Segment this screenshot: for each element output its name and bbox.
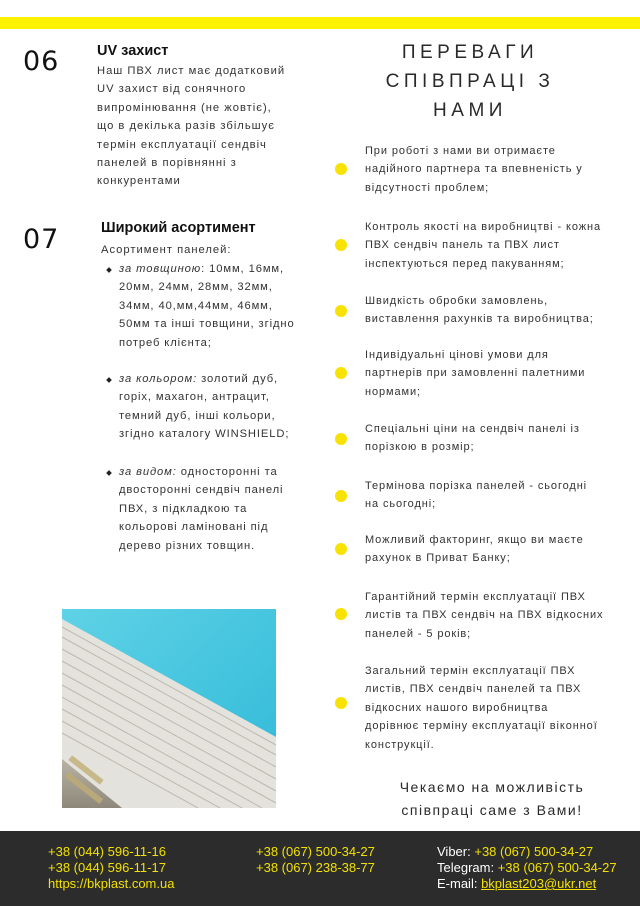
- bullet-icon: [106, 377, 112, 383]
- advantage-line: на сьогодні;: [365, 498, 437, 511]
- footer-col-2: [256, 844, 375, 876]
- bullet-text: золотий дуб,: [197, 373, 279, 385]
- viber-label: Viber:: [437, 844, 471, 859]
- advantage-item: [365, 662, 635, 754]
- advantage-line: Гарантійний термін експлуатації ПВХ: [365, 591, 586, 603]
- advantage-line: При роботі з нами ви отримаєте: [365, 145, 556, 157]
- footer-col-1: [48, 844, 174, 892]
- bullet-thickness: [119, 260, 295, 352]
- advantage-line: партнерів при замовленні палетними: [365, 367, 586, 380]
- bullet-label: за кольором:: [119, 373, 198, 385]
- panels-photo: [62, 609, 276, 808]
- section-number-06: 06: [23, 46, 60, 77]
- advantage-line: Індивідуальні цінові умови для: [365, 349, 549, 361]
- phone-number[interactable]: +38 (067) 238-38-77: [256, 860, 375, 875]
- advantage-line: Спеціальні ціни на сендвіч панелі із: [365, 423, 580, 435]
- heading-line: СПІВПРАЦІ З: [385, 71, 555, 92]
- advantage-item: [365, 292, 635, 329]
- advantage-line: панелей - 5 років;: [365, 627, 472, 640]
- advantage-line: дорівнює терміну експлуатації віконної: [365, 720, 598, 733]
- bullet-icon: [106, 267, 112, 273]
- uv-line: що в декілька разів збільшує: [97, 120, 275, 133]
- footer-col-3: [437, 844, 617, 892]
- bullet-line: 50мм та інші товщини, згідно: [119, 318, 295, 331]
- bullet-dot-icon: [335, 239, 347, 251]
- closing-line: Чекаємо на можливість: [399, 779, 585, 795]
- phone-number[interactable]: +38 (044) 596-11-17: [48, 860, 166, 875]
- telegram-number[interactable]: +38 (067) 500-34-27: [497, 860, 617, 875]
- phone-number[interactable]: +38 (044) 596-11-16: [48, 844, 166, 859]
- assortment-intro: Асортимент панелей:: [101, 244, 232, 256]
- bullet-type: [119, 463, 283, 555]
- closing-message: [352, 776, 632, 822]
- section-title-uv: UV захист: [97, 43, 169, 59]
- bullet-line: горіх, махагон, антрацит,: [119, 391, 270, 404]
- advantage-item: [365, 218, 635, 273]
- telegram-label: Telegram:: [437, 860, 495, 875]
- advantage-line: ПВХ сендвіч панель та ПВХ лист: [365, 239, 560, 252]
- advantage-line: Швидкість обробки замовлень,: [365, 295, 549, 307]
- bullet-dot-icon: [335, 543, 347, 555]
- advantage-line: порізкою в розмір;: [365, 441, 475, 454]
- bullet-dot-icon: [335, 305, 347, 317]
- bullet-text: односторонні та: [176, 466, 278, 478]
- website-link[interactable]: https://bkplast.com.ua: [48, 876, 175, 891]
- advantage-line: виставлення рахунків та виробництва;: [365, 313, 594, 326]
- advantage-line: нормами;: [365, 385, 421, 398]
- advantage-line: інспектуються перед пакуванням;: [365, 257, 565, 270]
- uv-line: конкурентами: [97, 175, 181, 188]
- bullet-dot-icon: [335, 433, 347, 445]
- email-link[interactable]: bkplast203@ukr.net: [481, 876, 597, 891]
- email-label: E-mail:: [437, 876, 478, 891]
- advantage-line: листів, ПВХ сендвіч панелей та ПВХ: [365, 683, 582, 696]
- bullet-line: згідно каталогу WINSHIELD;: [119, 428, 290, 441]
- advantage-line: Можливий факторинг, якщо ви маєте: [365, 534, 584, 546]
- advantage-line: відкосних нашого виробництва: [365, 701, 549, 714]
- bullet-line: 20мм, 24мм, 28мм, 32мм,: [119, 281, 273, 294]
- advantage-line: Контроль якості на виробництві - кожна: [365, 221, 601, 233]
- advantage-item: [365, 531, 635, 568]
- bullet-label: за товщиною: [119, 263, 202, 275]
- phone-number[interactable]: +38 (067) 500-34-27: [256, 844, 375, 859]
- bullet-dot-icon: [335, 163, 347, 175]
- advantage-line: конструкції.: [365, 738, 435, 751]
- bullet-icon: [106, 470, 112, 476]
- advantage-line: рахунок в Приват Банку;: [365, 552, 511, 565]
- advantage-line: листів та ПВХ сендвіч на ПВХ відкосних: [365, 609, 604, 622]
- bullet-dot-icon: [335, 490, 347, 502]
- advantage-line: Загальний термін експлуатації ПВХ: [365, 665, 576, 677]
- advantage-line: надійного партнера та впевненість у: [365, 163, 583, 176]
- advantage-item: [365, 346, 635, 401]
- advantage-line: Термінова порізка панелей - сьогодні: [365, 480, 588, 492]
- bullet-line: кольорові ламіновані під: [119, 521, 269, 534]
- heading-line: НАМИ: [433, 100, 507, 121]
- uv-line: випромінювання (не жовтіє),: [97, 101, 272, 114]
- bullet-line: дерево різних товщин.: [119, 539, 256, 552]
- advantage-item: [365, 142, 635, 197]
- closing-line: співпраці саме з Вами!: [401, 802, 583, 818]
- bullet-line: 34мм, 40,мм,44мм, 46мм,: [119, 299, 273, 312]
- bullet-line: потреб клієнта;: [119, 336, 212, 349]
- uv-line: Наш ПВХ лист має додатковий: [97, 65, 286, 77]
- bullet-dot-icon: [335, 608, 347, 620]
- advantage-item: [365, 477, 635, 514]
- advantage-item: [365, 588, 635, 643]
- section-title-assortment: Широкий асортимент: [101, 220, 256, 236]
- advantage-line: відсутності проблем;: [365, 181, 490, 194]
- bullet-dot-icon: [335, 367, 347, 379]
- uv-line: UV захист від сонячного: [97, 83, 247, 96]
- section-number-07: 07: [23, 224, 60, 255]
- bullet-line: темний дуб, інші кольори,: [119, 409, 276, 422]
- bullet-text: : 10мм, 16мм,: [201, 263, 285, 275]
- bullet-line: двосторонні сендвіч панелі: [119, 484, 284, 497]
- bullet-color: [119, 370, 289, 444]
- bullet-dot-icon: [335, 697, 347, 709]
- advantages-heading: [380, 38, 560, 125]
- uv-line: панелей в порівнянні з: [97, 157, 237, 170]
- bullet-label: за видом:: [119, 466, 177, 478]
- bullet-line: ПВХ, з підкладкою та: [119, 502, 248, 515]
- viber-number[interactable]: +38 (067) 500-34-27: [474, 844, 594, 859]
- advantage-item: [365, 420, 635, 457]
- uv-line: термін експлуатації сендвіч: [97, 138, 267, 151]
- footer-contacts: [0, 831, 640, 906]
- uv-description: [97, 62, 285, 191]
- heading-line: ПЕРЕВАГИ: [401, 42, 539, 63]
- top-accent-bar: [0, 17, 640, 29]
